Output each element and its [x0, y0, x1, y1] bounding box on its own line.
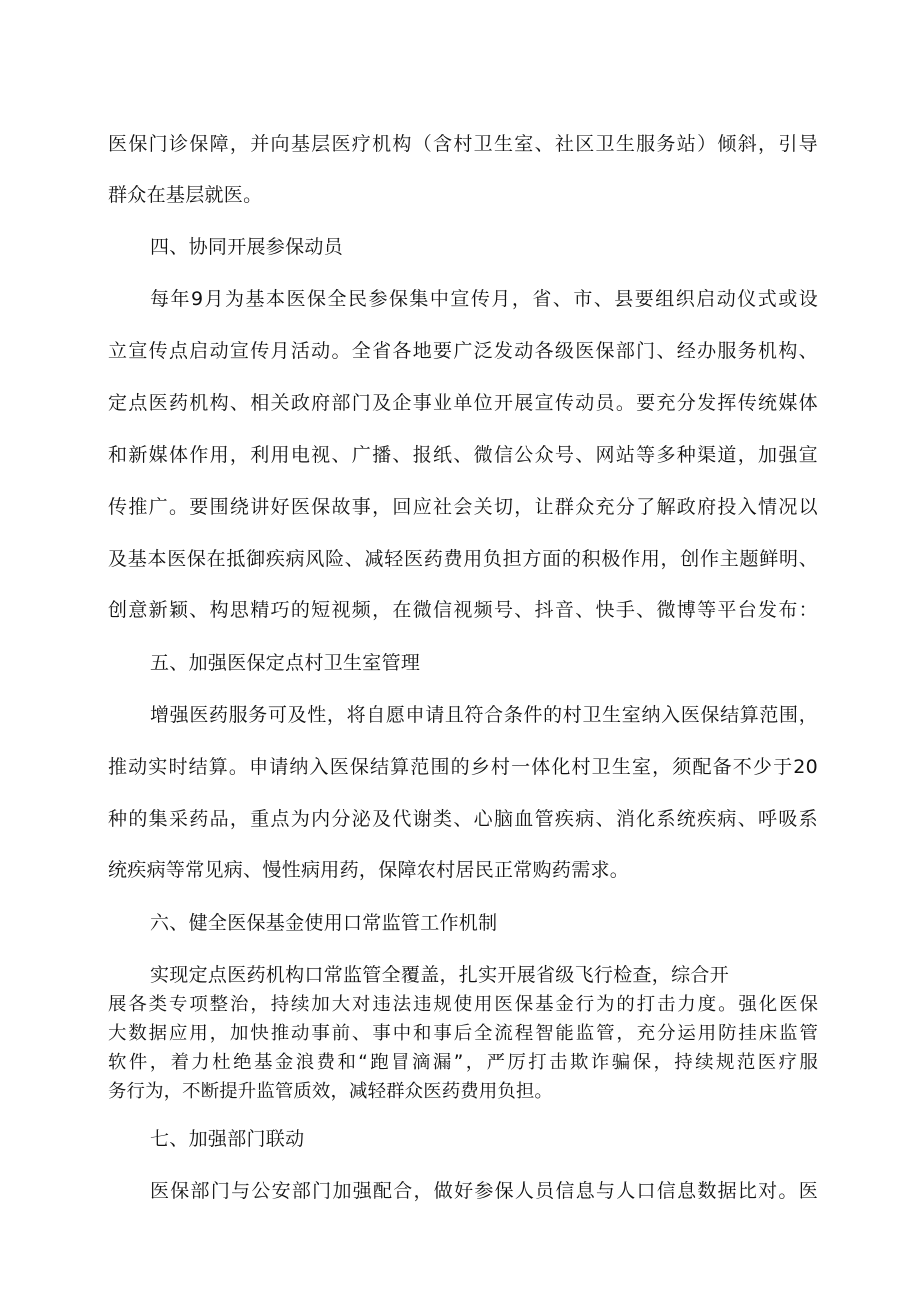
paragraph-line: 展各类专项整治，持续加大对违法违规使用医保基金行为的打击力度。强化医保	[108, 994, 818, 1015]
section-heading: 七、加强部门联动	[150, 1128, 305, 1150]
paragraph-line: 医保门诊保障，并向基层医疗机构（含村卫生室、社区卫生服务站）倾斜，引导	[108, 133, 818, 155]
paragraph-line: 软件，着力杜绝基金浪费和“跑冒滴漏”，严厉打击欺诈骗保，持续规范医疗服	[108, 1052, 818, 1073]
paragraph-line: 群众在基层就医。	[108, 184, 263, 206]
section-heading: 四、协同开展参保动员	[150, 236, 344, 258]
paragraph-line: 创意新颖、构思精巧的短视频，在微信视频号、抖音、快手、微博等平台发布：	[108, 599, 818, 621]
paragraph-line: 医保部门与公安部门加强配合，做好参保人员信息与人口信息数据比对。医	[150, 1180, 818, 1202]
paragraph-line: 立宣传点启动宣传月活动。全省各地要广泛发动各级医保部门、经办服务机构、	[108, 340, 818, 362]
paragraph-line: 实现定点医药机构口常监管全覆盖，扎实开展省级飞行检查，综合开	[150, 964, 730, 986]
paragraph-line: 定点医药机构、相关政府部门及企事业单位开展宣传动员。要充分发挥传统媒体	[108, 392, 818, 414]
paragraph-line: 统疾病等常见病、慢性病用药，保障农村居民正常购药需求。	[108, 859, 630, 881]
paragraph-line: 和新媒体作用，利用电视、广播、报纸、微信公众号、网站等多种渠道，加强宣	[108, 444, 818, 466]
paragraph-line: 增强医药服务可及性，将自愿申请且符合条件的村卫生室纳入医保结算范围，	[150, 704, 818, 726]
paragraph-line: 及基本医保在抵御疾病风险、减轻医药费用负担方面的积极作用，创作主题鲜明、	[108, 548, 818, 570]
paragraph-line: 务行为，不断提升监管质效，减轻群众医药费用负担。	[108, 1081, 553, 1102]
section-heading: 五、加强医保定点村卫生室管理	[150, 652, 421, 674]
section-heading: 六、健全医保基金使用口常监管工作机制	[150, 912, 498, 934]
paragraph-line: 传推广。要围绕讲好医保故事，回应社会关切，让群众充分了解政府投入情况以	[108, 496, 818, 518]
paragraph-line: 推动实时结算。申请纳入医保结算范围的乡村一体化村卫生室，须配备不少于20	[108, 756, 818, 778]
paragraph-line: 种的集采药品，重点为内分泌及代谢类、心脑血管疾病、消化系统疾病、呼吸系	[108, 808, 818, 830]
paragraph-line: 大数据应用，加快推动事前、事中和事后全流程智能监管，充分运用防挂床监管	[108, 1023, 818, 1044]
paragraph-line: 每年9月为基本医保全民参保集中宣传月，省、市、县要组织启动仪式或设	[150, 288, 818, 310]
